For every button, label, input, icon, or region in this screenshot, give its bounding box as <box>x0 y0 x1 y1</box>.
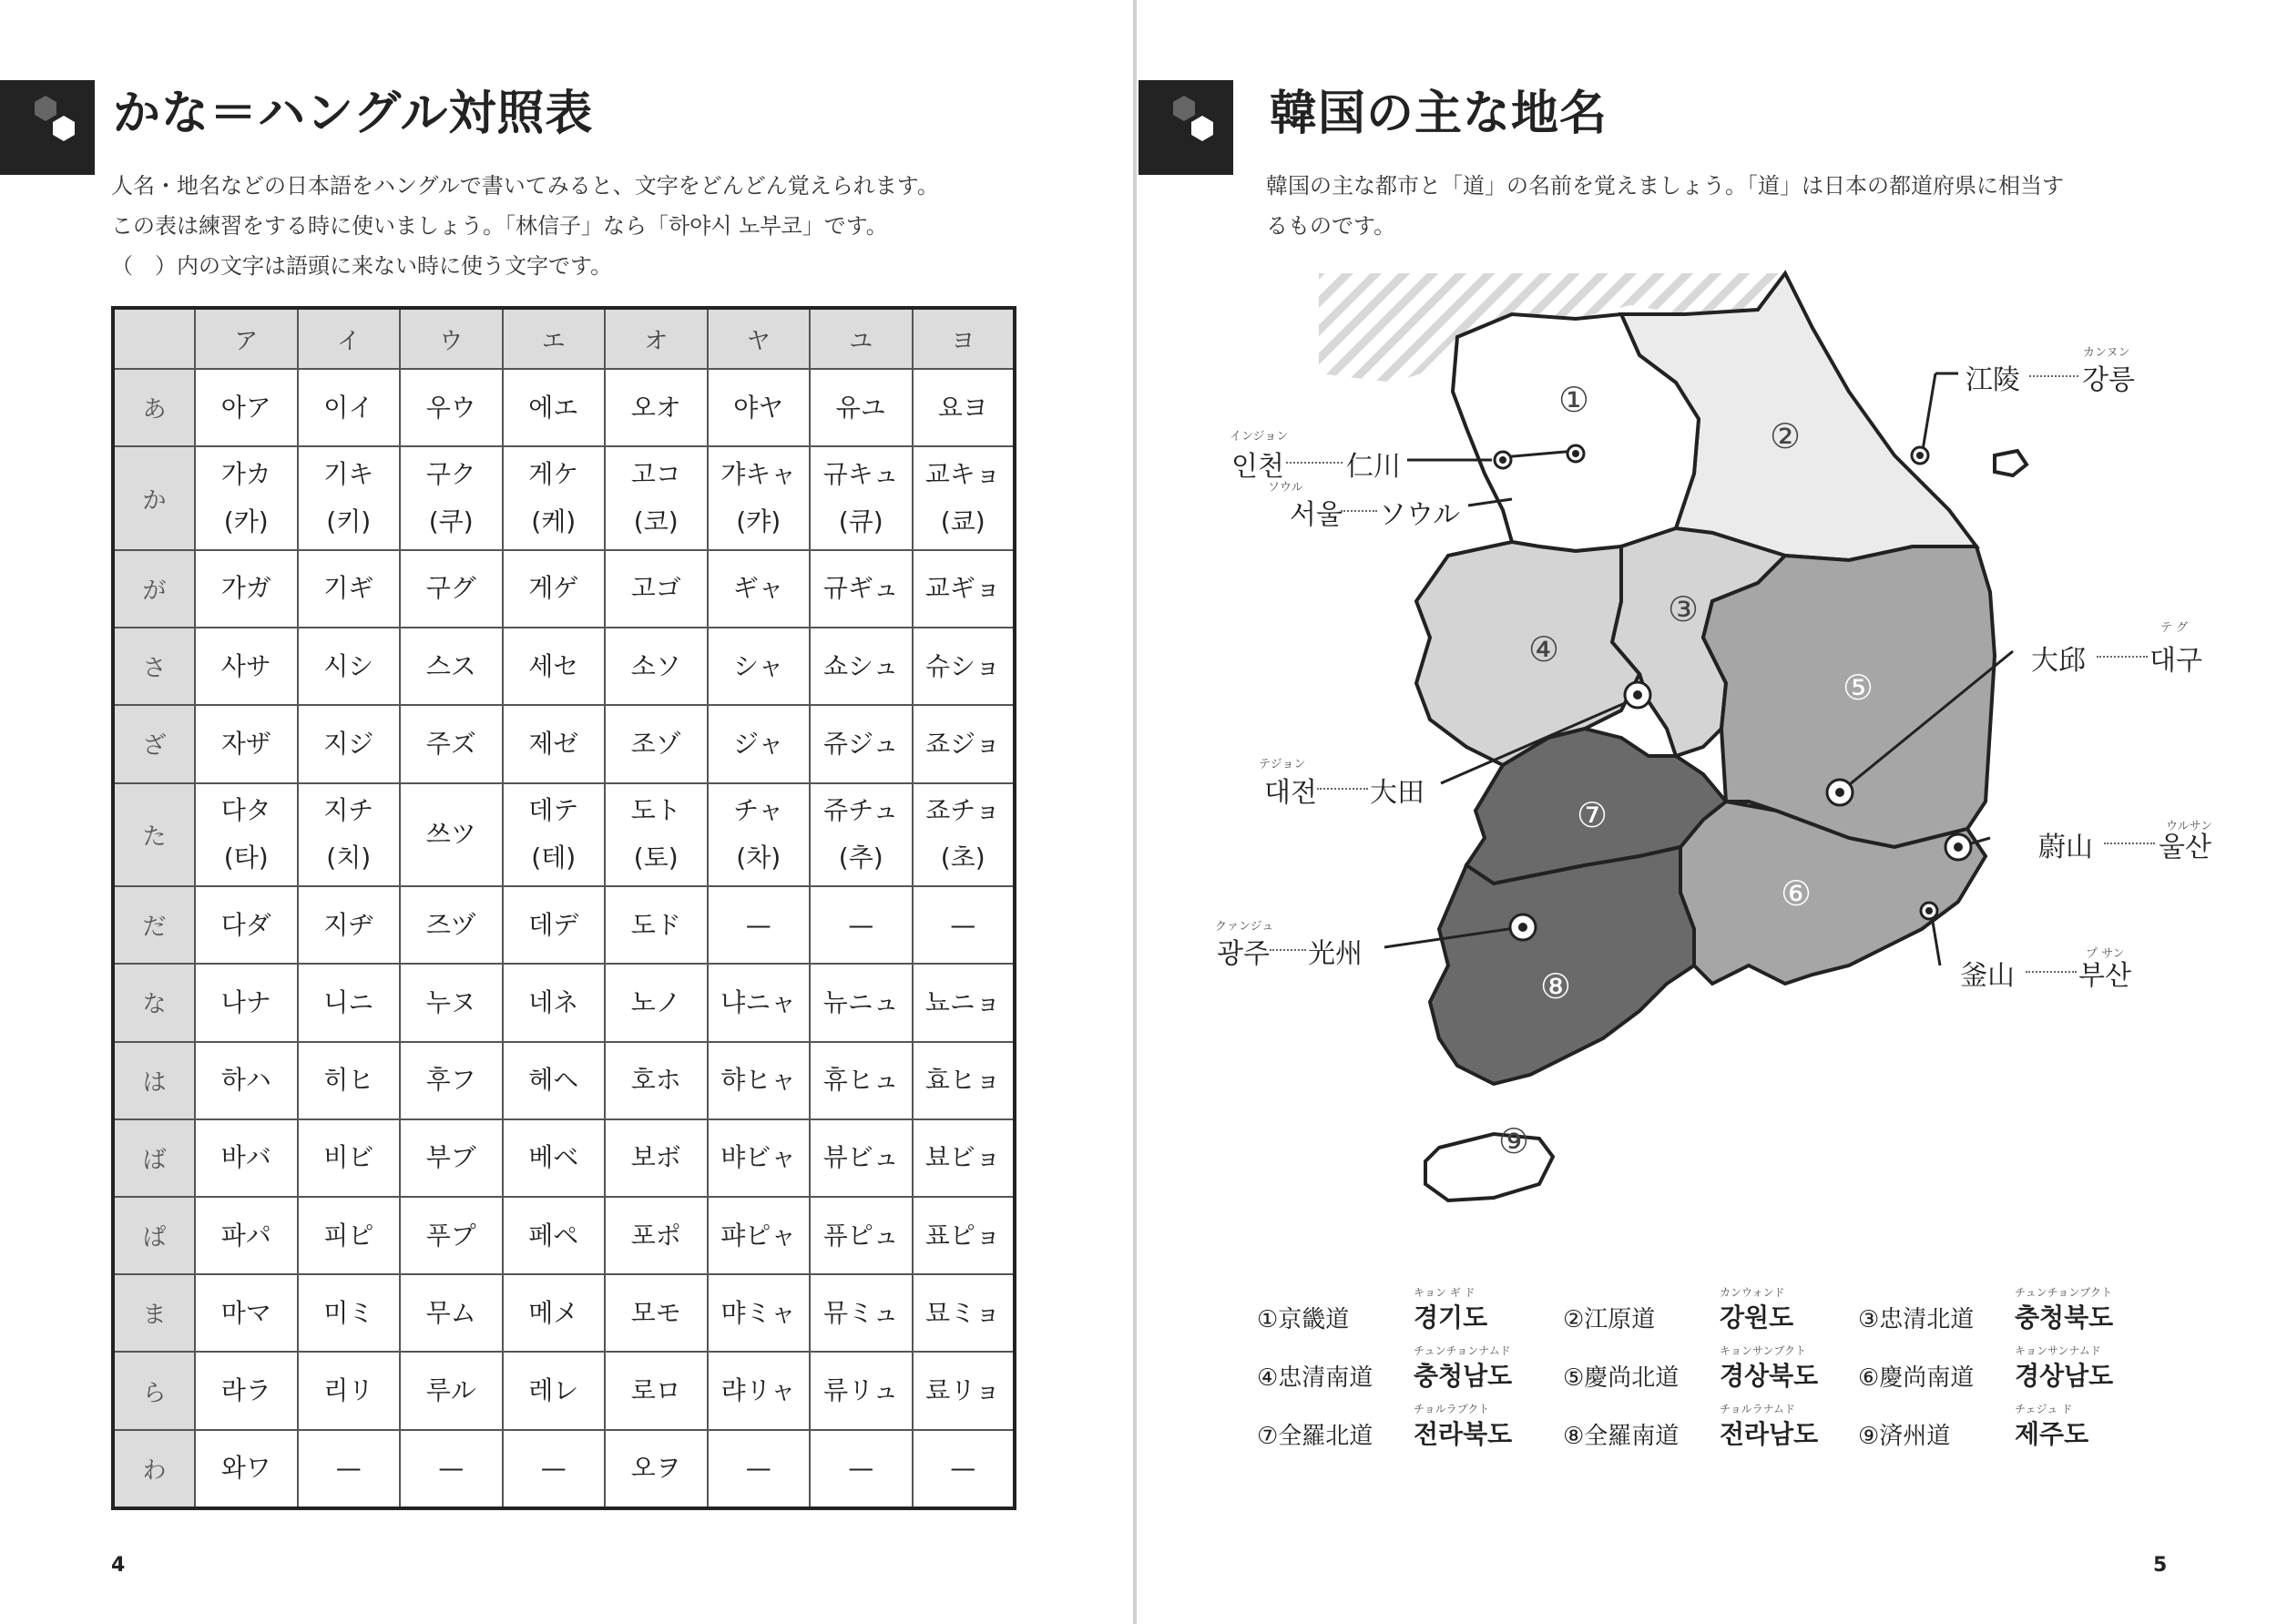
cell-text: — <box>950 1453 976 1484</box>
legend-province-kr: 충청북도 <box>2015 1302 2114 1333</box>
cell-text: 쇼シュ <box>823 650 899 681</box>
cell-text: 퓨ピュ <box>822 1220 899 1251</box>
cell-text: 데デ <box>528 909 579 940</box>
cell-text: 햐ヒャ <box>720 1065 797 1096</box>
cell-text: 로ロ <box>630 1375 681 1406</box>
city-label-jp: 大田 <box>1370 777 1424 809</box>
row-header: た <box>113 783 195 887</box>
cell-text: 죠ジョ <box>925 728 1001 759</box>
row-header: あ <box>113 369 195 446</box>
region-jeonnam <box>1430 847 1694 1084</box>
cell-text: 데テ <box>528 795 579 826</box>
cell-text: 사サ <box>220 650 271 681</box>
cell-text: 냐ニャ <box>720 986 797 1017</box>
legend-province-ruby: キョンサンナムド <box>2015 1344 2101 1357</box>
cell-text: 바バ <box>220 1142 271 1173</box>
region-number-4: ④ <box>1527 629 1560 669</box>
page-title: 韓国の主な地名 <box>1270 87 1608 141</box>
legend-province-kr: 강원도 <box>1720 1302 1794 1333</box>
city-label-kr: 대구 <box>2149 645 2202 677</box>
cell-text: 다ダ <box>220 909 271 940</box>
intro-line: （ ）内の文字は語頭に来ない時に使う文字です。 <box>111 253 613 279</box>
cell-text: (쿄) <box>940 506 985 537</box>
cell-text: 오ヲ <box>630 1453 681 1484</box>
cell-text: 나ナ <box>220 986 271 1017</box>
cell-text: 쥬チュ <box>823 795 899 826</box>
legend-province-ruby: チョルラブクト <box>1414 1403 1490 1415</box>
cell-text: 니ニ <box>323 986 374 1017</box>
cell-text: 지チ <box>323 795 374 826</box>
city-label-jp: 仁川 <box>1346 451 1401 483</box>
cell-text: 퍄ピャ <box>720 1220 797 1251</box>
intro-line: るものです。 <box>1266 213 1396 239</box>
cell-text: 레レ <box>528 1375 579 1406</box>
cell-text: 슈ショ <box>925 650 1001 681</box>
city-label-kr: 울산 <box>2159 832 2211 863</box>
cell-text: — <box>848 909 874 940</box>
cell-text: (카) <box>223 506 269 537</box>
cell-text: 리リ <box>323 1375 374 1406</box>
intro-line: 韓国の主な都市と「道」の名前を覚えましょう。「道」は日本の都道府県に相当す <box>1266 173 2064 199</box>
cell-text: 네ネ <box>528 986 579 1017</box>
region-number-9: ⑨ <box>1497 1121 1530 1161</box>
cell-text: 제ゼ <box>528 728 579 759</box>
dotted-connector <box>1286 462 1343 464</box>
cell-text: 스ス <box>425 650 476 681</box>
intro-line: この表は練習をする時に使いましょう。「林信子」なら「하야시 노부코」です。 <box>111 213 888 239</box>
cell-text: 하ハ <box>220 1065 271 1096</box>
cell-text: 주ズ <box>425 728 476 759</box>
cell-text: 라ラ <box>220 1375 271 1406</box>
cell-text: 오オ <box>630 392 681 423</box>
cell-text: 호ホ <box>630 1065 681 1096</box>
cell-text: チャ <box>733 795 784 826</box>
city-label-kr: 인천 <box>1231 451 1284 483</box>
cell-text: 쓰ツ <box>425 819 476 850</box>
cell-text: 헤ヘ <box>528 1065 579 1096</box>
cell-text: (쿠) <box>428 506 474 537</box>
page-title: かな＝ハングル対照表 <box>113 87 594 141</box>
cell-text: — <box>335 1453 362 1484</box>
row-header: ま <box>113 1274 195 1352</box>
cell-text: 루ル <box>425 1375 476 1406</box>
city-label-jp: 江陵 <box>1966 364 2020 396</box>
row-header: は <box>113 1042 195 1119</box>
cell-text: 후フ <box>425 1065 476 1096</box>
column-header: ユ <box>810 308 913 369</box>
legend-province-ruby: チョルラナムド <box>1720 1403 1796 1415</box>
cell-text: (차) <box>736 843 781 873</box>
dotted-connector <box>1341 510 1377 512</box>
cell-text: 세セ <box>528 650 579 681</box>
cell-text: — <box>540 1453 567 1484</box>
column-header: イ <box>298 308 401 369</box>
cell-text: 히ヒ <box>323 1065 374 1096</box>
city-ruby: クァンジュ <box>1215 920 1274 934</box>
cell-text: 야ヤ <box>733 392 784 423</box>
cell-text: 뉴ニュ <box>822 986 899 1017</box>
city-label-jp: 蔚山 <box>2038 832 2093 863</box>
cell-text: ギャ <box>732 573 784 604</box>
cell-text: 게ケ <box>528 459 579 490</box>
city-label-kr: 대전 <box>1264 777 1317 809</box>
cell-text: 구グ <box>425 573 476 604</box>
dotted-connector <box>2104 843 2155 844</box>
row-header: ば <box>113 1119 195 1197</box>
cell-text: 자ザ <box>220 728 271 759</box>
cell-text: 뇨ニョ <box>924 986 1001 1017</box>
city-label-kr: 강릉 <box>2082 364 2135 396</box>
legend-province-jp: ⑦全羅北道 <box>1257 1423 1373 1450</box>
cell-text: 죠チョ <box>925 795 1001 826</box>
legend-province-kr: 경상남도 <box>2015 1361 2114 1391</box>
region-number-1: ① <box>1557 380 1590 420</box>
row-header: が <box>113 550 195 628</box>
cell-text: 부ブ <box>425 1142 476 1173</box>
cell-text: — <box>848 1453 874 1484</box>
dotted-connector <box>1270 949 1306 951</box>
row-header: な <box>113 964 195 1041</box>
cell-text: (케) <box>531 506 577 537</box>
region-jeju <box>1425 1134 1553 1200</box>
cell-text: 노ノ <box>630 986 681 1017</box>
cell-text: シャ <box>733 650 784 681</box>
cell-text: 고ゴ <box>630 573 681 604</box>
cell-text: 도ド <box>630 909 681 940</box>
cell-text: 메メ <box>528 1297 579 1328</box>
city-ruby: プ サン <box>2086 947 2125 961</box>
cell-text: 교ギョ <box>924 573 1001 604</box>
cell-text: 고コ <box>630 459 681 490</box>
cell-text: 표ピョ <box>924 1220 1001 1251</box>
cell-text: (타) <box>223 843 269 873</box>
column-header: ヤ <box>708 308 811 369</box>
column-header: ア <box>195 308 298 369</box>
column-header: ウ <box>400 308 503 369</box>
cell-text: — <box>950 909 976 940</box>
city-ruby: ウルサン <box>2166 820 2212 833</box>
row-header: ら <box>113 1352 195 1429</box>
cell-text: 소ソ <box>630 650 681 681</box>
city-label-kr: 광주 <box>1217 938 1270 970</box>
legend-province-ruby: キョン ギ ド <box>1414 1286 1475 1299</box>
legend-province-ruby: チェジュ ド <box>2015 1403 2073 1415</box>
cell-text: 휴ヒュ <box>822 1065 899 1096</box>
cell-text: (키) <box>326 506 372 537</box>
cell-text: — <box>745 1453 771 1484</box>
legend-province-kr: 경기도 <box>1414 1302 1488 1333</box>
cell-text: (토) <box>633 843 679 873</box>
region-number-6: ⑥ <box>1780 873 1812 914</box>
cell-text: 다タ <box>220 795 271 826</box>
legend-province-jp: ⑧全羅南道 <box>1563 1423 1680 1450</box>
legend-province-jp: ①京畿道 <box>1257 1306 1350 1333</box>
city-label-jp: ソウル <box>1379 499 1461 531</box>
cell-text: 무ム <box>425 1297 476 1328</box>
cell-text: 뮤ミュ <box>823 1297 899 1328</box>
cell-text: (초) <box>940 843 985 873</box>
cell-text: 류リュ <box>823 1375 899 1406</box>
region-number-3: ③ <box>1667 589 1700 629</box>
legend-province-jp: ③忠清北道 <box>1858 1306 1975 1333</box>
cell-text: 지ヂ <box>323 909 374 940</box>
row-header: か <box>113 446 195 550</box>
row-header: ぱ <box>113 1197 195 1274</box>
legend-province-jp: ②江原道 <box>1563 1306 1656 1333</box>
city-ruby: ソウル <box>1268 481 1303 495</box>
row-header: さ <box>113 628 195 705</box>
city-label-kr: 서울 <box>1290 499 1343 531</box>
legend-province-kr: 충청남도 <box>1414 1361 1513 1391</box>
intro-line: 人名・地名などの日本語をハングルで書いてみると、文字をどんどん覚えられます。 <box>111 173 939 199</box>
cell-text: 마マ <box>220 1297 271 1328</box>
cell-text: 에エ <box>528 392 579 423</box>
city-ruby: テジョン <box>1259 758 1306 771</box>
region-number-7: ⑦ <box>1576 795 1608 835</box>
city-ruby: インジョン <box>1230 430 1289 444</box>
cell-text: 아ア <box>220 392 271 423</box>
cell-text: 누ヌ <box>425 986 476 1017</box>
cell-text: 베ベ <box>528 1142 579 1173</box>
cell-text: 비ビ <box>323 1142 374 1173</box>
cell-text: 피ピ <box>323 1220 374 1251</box>
cell-text: (치) <box>326 843 372 873</box>
cell-text: 묘ミョ <box>925 1297 1001 1328</box>
page-number: 4 <box>111 1554 126 1577</box>
region-number-2: ② <box>1769 416 1802 456</box>
city-ruby: テ グ <box>2160 621 2189 635</box>
cell-text: 기キ <box>323 459 374 490</box>
cell-text: 시シ <box>323 650 374 681</box>
cell-text: (추) <box>838 843 883 873</box>
cell-text: 가カ <box>220 459 271 490</box>
dotted-connector <box>2026 971 2077 973</box>
cell-text: (큐) <box>838 506 883 537</box>
cell-text: 즈ヅ <box>425 909 476 940</box>
legend-province-kr: 전라남도 <box>1720 1419 1819 1449</box>
city-label-jp: 光州 <box>1308 938 1363 970</box>
dotted-connector <box>2097 656 2148 658</box>
cell-text: (코) <box>633 506 679 537</box>
cell-text: (테) <box>531 843 577 873</box>
legend-province-jp: ⑤慶尚北道 <box>1563 1364 1680 1392</box>
legend-province-ruby: チュンチョンナムド <box>1414 1344 1511 1357</box>
cell-text: — <box>438 1453 465 1484</box>
cell-text: 유ユ <box>835 392 886 423</box>
cell-text: 조ゾ <box>630 728 681 759</box>
cell-text: — <box>745 909 771 940</box>
cell-text: 랴リャ <box>720 1375 796 1406</box>
legend-province-ruby: カンウォンド <box>1720 1286 1785 1299</box>
legend-province-jp: ⑥慶尚南道 <box>1858 1364 1975 1392</box>
cell-text: 이イ <box>323 392 374 423</box>
city-ruby: カンヌン <box>2083 346 2130 360</box>
column-header: ヨ <box>913 308 1016 369</box>
row-header: だ <box>113 886 195 964</box>
cell-text: 포ポ <box>630 1220 681 1251</box>
cell-text: 규ギュ <box>822 573 899 604</box>
legend-province-kr: 경상북도 <box>1720 1361 1819 1391</box>
row-header: ざ <box>113 705 195 782</box>
cell-text: 기ギ <box>323 573 374 604</box>
cell-text: 파パ <box>220 1220 271 1251</box>
cell-text: 와ワ <box>220 1453 271 1484</box>
legend-province-ruby: チュンチョンブクト <box>2015 1286 2112 1299</box>
cell-text: 도ト <box>630 795 681 826</box>
cell-text: 페ペ <box>528 1220 579 1251</box>
cell-text: 가ガ <box>220 573 271 604</box>
city-label-jp: 釜山 <box>1960 960 2015 992</box>
cell-text: 교キョ <box>924 459 1001 490</box>
cell-text: 보ボ <box>630 1142 681 1173</box>
cell-text: 뷰ビュ <box>822 1142 899 1173</box>
cell-text: 요ヨ <box>937 392 988 423</box>
cell-text: 뵤ビョ <box>924 1142 1001 1173</box>
cell-text: 게ゲ <box>528 573 579 604</box>
legend-province-kr: 전라북도 <box>1414 1419 1513 1449</box>
cell-text: 료リョ <box>925 1375 1001 1406</box>
cell-text: 쥬ジュ <box>823 728 899 759</box>
region-number-8: ⑧ <box>1539 966 1572 1006</box>
legend-province-jp: ⑨済州道 <box>1858 1423 1951 1450</box>
page-number: 5 <box>2153 1554 2168 1577</box>
cell-text: (캬) <box>736 506 781 537</box>
city-label-kr: 부산 <box>2078 960 2131 992</box>
legend-province-kr: 제주도 <box>2015 1419 2089 1449</box>
dotted-connector <box>1317 788 1368 790</box>
cell-text: 미ミ <box>323 1297 374 1328</box>
cell-text: 구ク <box>425 459 476 490</box>
cell-text: ジャ <box>733 728 784 759</box>
cell-text: 푸プ <box>425 1220 476 1251</box>
ulleung-island <box>1995 451 2027 475</box>
cell-text: 효ヒョ <box>924 1065 1001 1096</box>
cell-text: 우ウ <box>425 392 476 423</box>
legend-province-jp: ④忠清南道 <box>1257 1364 1373 1392</box>
region-number-5: ⑤ <box>1842 668 1874 708</box>
city-label-jp: 大邱 <box>2031 645 2086 677</box>
row-header: わ <box>113 1430 195 1508</box>
cell-text: 뱌ビャ <box>720 1142 797 1173</box>
column-header: エ <box>503 308 606 369</box>
cell-text: 모モ <box>630 1297 681 1328</box>
cell-text: 먀ミャ <box>720 1297 796 1328</box>
dotted-connector <box>2029 375 2078 377</box>
cell-text: 갸キャ <box>720 459 797 490</box>
column-header: オ <box>605 308 708 369</box>
legend-province-ruby: キョンサンブクト <box>1720 1344 1807 1357</box>
cell-text: 지ジ <box>323 728 374 759</box>
cell-text: 규キュ <box>822 459 899 490</box>
